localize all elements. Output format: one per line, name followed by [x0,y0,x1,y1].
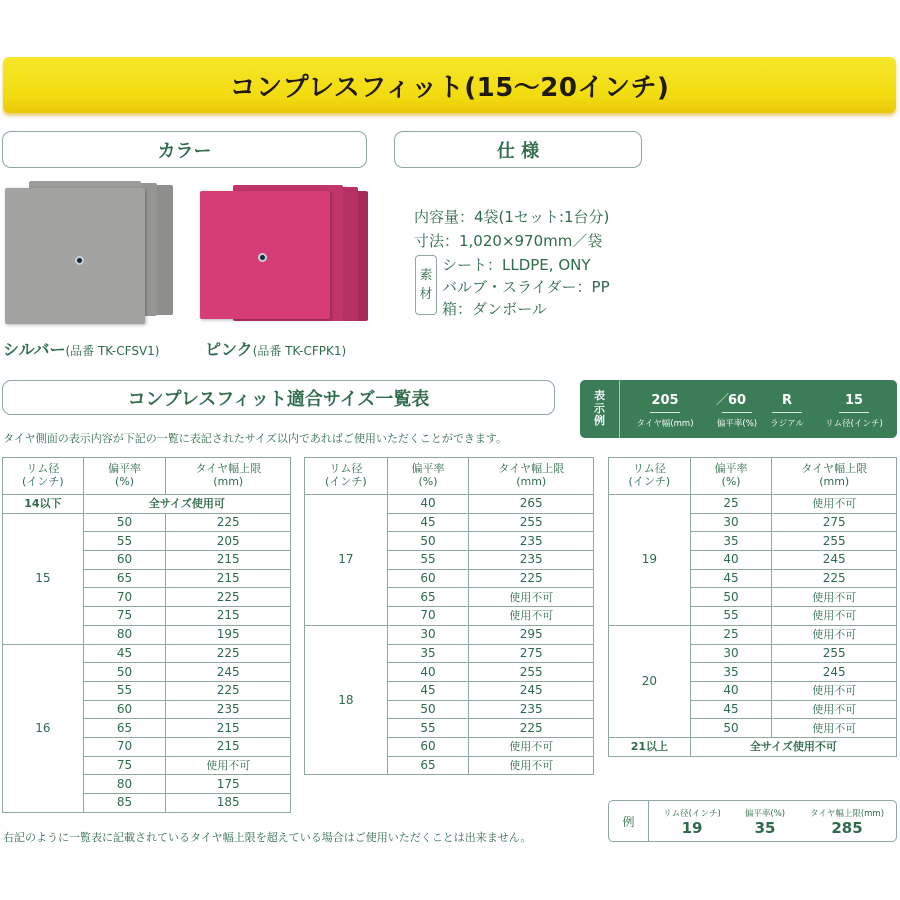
aspect-cell: 40 [690,551,772,570]
width-cell: 使用不可 [772,625,897,644]
aspect-cell: 85 [83,794,166,813]
width-cell: 235 [469,551,594,570]
width-cell: 235 [469,532,594,551]
table-row [305,495,594,514]
ng-example-width [801,807,893,837]
pink-name: ピンク [205,340,253,359]
ng-example-box [608,800,897,842]
aspect-cell: 60 [387,569,469,588]
header-rim [305,458,388,495]
aspect-cell: 60 [387,737,469,756]
width-cell: 使用不可 [772,719,897,738]
aspect-cell: 40 [387,495,469,514]
header-text: リム径 [26,462,60,476]
table-header-row [609,458,897,495]
width-cell: 235 [166,700,291,719]
width-cell: 245 [772,663,897,682]
header-text: (%) [721,475,741,488]
width-cell: 使用不可 [469,737,594,756]
aspect-cell: 50 [690,719,772,738]
width-cell: 215 [166,551,291,570]
width-cell: 215 [166,607,291,626]
width-cell: 255 [772,532,897,551]
aspect-cell: 35 [387,644,469,663]
ng-example-rim [657,807,727,837]
ng-aspect-value: 35 [754,819,776,837]
aspect-cell: 70 [83,737,166,756]
size-table-2 [304,457,594,775]
aspect-cell: 75 [83,756,166,775]
width-cell: 225 [469,719,594,738]
header-rim [3,458,84,495]
header-aspect [690,458,772,495]
header-text: (mm) [819,475,850,488]
width-cell: 225 [166,513,291,532]
width-cell: 使用不可 [772,495,897,514]
size-table-note-bottom: 右記のように一覧表に記載されているタイヤ幅上限を超えている場合はご使用いただくことは出来ません。 [3,831,532,844]
header-text: (%) [115,475,135,488]
size-table-heading [2,380,555,415]
size-table-note-top: タイヤ側面の表示内容が下記の一覧に表記されたサイズ以内であればご使用いただくことができます。 [3,432,508,445]
table-row [3,513,291,532]
aspect-cell: 45 [387,681,469,700]
example-width [630,389,700,429]
width-cell: 185 [166,794,291,813]
rim-cell: 17 [305,495,388,626]
header-text: タイヤ幅上限 [195,462,262,476]
aspect-cell: 40 [690,681,772,700]
valve-icon [258,253,267,262]
example-rim-label: リム径(インチ) [825,419,883,429]
aspect-cell: 80 [83,625,166,644]
aspect-cell: 30 [690,513,772,532]
spec-material-sheet: シート：LLDPE, ONY [442,256,591,274]
spec-material-valve: バルブ・スライダー：PP [442,278,610,296]
table-row [609,625,897,644]
aspect-cell: 50 [690,588,772,607]
width-cell: 255 [469,513,594,532]
width-cell: 使用不可 [469,588,594,607]
aspect-cell: 45 [690,569,772,588]
ng-rim-value: 19 [681,819,703,837]
example-width-value: 205 [650,393,680,413]
width-cell: 使用不可 [772,681,897,700]
table-header-row [3,458,291,495]
size-table-3 [608,457,897,757]
ng-example-tag: 例 [609,801,649,841]
header-text: (%) [418,475,438,488]
example-width-label: タイヤ幅(mm) [636,419,694,429]
header-width [469,458,594,495]
example-radial [762,389,812,429]
header-text: リム径 [632,462,666,476]
display-example-tag [580,380,620,438]
aspect-cell: 50 [387,700,469,719]
ng-width-value: 285 [831,819,863,837]
aspect-cell: 55 [387,719,469,738]
ng-example-aspect [735,807,795,837]
width-cell: 255 [469,663,594,682]
aspect-cell: 80 [83,775,166,794]
example-rim-value: 15 [839,393,869,413]
aspect-cell: 50 [83,663,166,682]
color-section-heading [2,131,367,168]
all-ok-cell: 全サイズ使用可 [83,495,290,514]
table-row [3,644,291,663]
rim-cell: 20 [609,625,691,737]
width-cell: 275 [469,644,594,663]
spec-capacity: 内容量：4袋(1セット:1台分) [414,208,610,226]
header-text: (インチ) [22,475,64,488]
size-table-1 [2,457,291,813]
silver-name: シルバー [3,340,66,359]
spec-section-heading [394,131,642,168]
header-text: 偏平率 [108,462,142,476]
spec-heading-text: 仕 様 [496,140,540,162]
aspect-cell: 45 [690,700,772,719]
width-cell: 215 [166,569,291,588]
example-rim [818,389,890,429]
aspect-cell: 60 [83,551,166,570]
width-cell: 215 [166,719,291,738]
page-title: コンプレスフィット(15〜20インチ) [229,72,670,103]
aspect-cell: 70 [387,607,469,626]
aspect-cell: 70 [83,588,166,607]
pink-label [205,337,346,360]
width-cell: 265 [469,495,594,514]
size-table-heading-text: コンプレスフィット適合サイズ一覧表 [127,388,430,410]
aspect-cell: 25 [690,495,772,514]
example-aspect [707,389,767,429]
width-cell: 245 [772,551,897,570]
pink-bag-image [198,183,373,328]
width-cell: 195 [166,625,291,644]
header-width [772,458,897,495]
header-text: リム径 [329,462,363,476]
example-aspect-label: 偏平率(%) [716,419,758,429]
header-width [166,458,291,495]
ng-rim-label: リム径(インチ) [663,809,721,819]
aspect-cell: 65 [83,569,166,588]
silver-bag-image [3,180,178,325]
width-cell: 175 [166,775,291,794]
header-text: (インチ) [325,475,367,488]
width-cell: 235 [469,700,594,719]
aspect-cell: 45 [387,513,469,532]
rim-cell: 16 [3,644,84,812]
width-cell: 225 [166,681,291,700]
aspect-cell: 25 [690,625,772,644]
width-cell: 225 [469,569,594,588]
width-cell: 使用不可 [772,607,897,626]
material-tag-char: 材 [419,287,433,302]
width-cell: 225 [772,569,897,588]
width-cell: 275 [772,513,897,532]
rim-cell: 14以下 [3,495,84,514]
width-cell: 使用不可 [772,700,897,719]
header-text: タイヤ幅上限 [498,462,565,476]
width-cell: 使用不可 [469,607,594,626]
aspect-cell: 30 [387,625,469,644]
ng-aspect-label: 偏平率(%) [744,809,786,819]
aspect-cell: 40 [387,663,469,682]
title-banner [3,57,896,113]
rim-cell: 19 [609,495,691,626]
rim-cell: 18 [305,625,388,775]
width-cell: 255 [772,644,897,663]
aspect-cell: 75 [83,607,166,626]
width-cell: 使用不可 [469,756,594,775]
header-text: (mm) [516,475,547,488]
aspect-cell: 35 [690,532,772,551]
width-cell: 245 [166,663,291,682]
aspect-cell: 65 [387,588,469,607]
aspect-cell: 55 [83,532,166,551]
color-heading-text: カラー [157,140,212,162]
header-text: 偏平率 [714,462,748,476]
aspect-cell: 30 [690,644,772,663]
width-cell: 225 [166,644,291,663]
spec-material-box: 箱：ダンボール [442,300,547,318]
header-text: 偏平率 [411,462,445,476]
example-radial-value: R [772,393,802,413]
table-row [609,495,897,514]
tag-char: 例 [594,414,605,428]
rim-cell: 21以上 [609,737,691,756]
width-cell: 使用不可 [166,756,291,775]
header-aspect [83,458,166,495]
table-row [3,495,291,514]
width-cell: 225 [166,588,291,607]
example-radial-label: ラジアル [770,419,804,429]
aspect-cell: 50 [387,532,469,551]
silver-label [3,337,159,360]
spec-dimensions: 寸法：1,020×970mm／袋 [414,232,603,250]
aspect-cell: 65 [387,756,469,775]
aspect-cell: 60 [83,700,166,719]
width-cell: 使用不可 [772,588,897,607]
header-rim [609,458,691,495]
silver-code: (品番 TK-CFSV1) [65,344,160,358]
aspect-cell: 35 [690,663,772,682]
header-text: (インチ) [628,475,671,488]
aspect-cell: 50 [83,513,166,532]
ng-width-label: タイヤ幅上限(mm) [809,809,885,819]
tag-char: 示 [594,401,605,415]
width-cell: 245 [469,681,594,700]
table-header-row [305,458,594,495]
pink-code: (品番 TK-CFPK1) [252,344,347,358]
slash-separator: ／ [716,393,730,408]
table-row [305,625,594,644]
width-cell: 295 [469,625,594,644]
header-text: タイヤ幅上限 [801,462,868,476]
aspect-cell: 45 [83,644,166,663]
aspect-cell: 55 [690,607,772,626]
material-tag-char: 素 [419,267,433,283]
aspect-cell: 55 [83,681,166,700]
display-example-box [580,380,897,438]
rim-cell: 15 [3,513,84,644]
header-aspect [387,458,469,495]
table-row [609,737,897,756]
example-aspect-value: 60 [722,393,752,413]
aspect-cell: 55 [387,551,469,570]
tag-char: 表 [594,389,605,403]
all-ng-cell: 全サイズ使用不可 [690,737,896,756]
material-tag [415,255,437,315]
width-cell: 205 [166,532,291,551]
header-text: (mm) [213,475,244,488]
valve-icon [75,256,84,265]
width-cell: 215 [166,737,291,756]
aspect-cell: 65 [83,719,166,738]
